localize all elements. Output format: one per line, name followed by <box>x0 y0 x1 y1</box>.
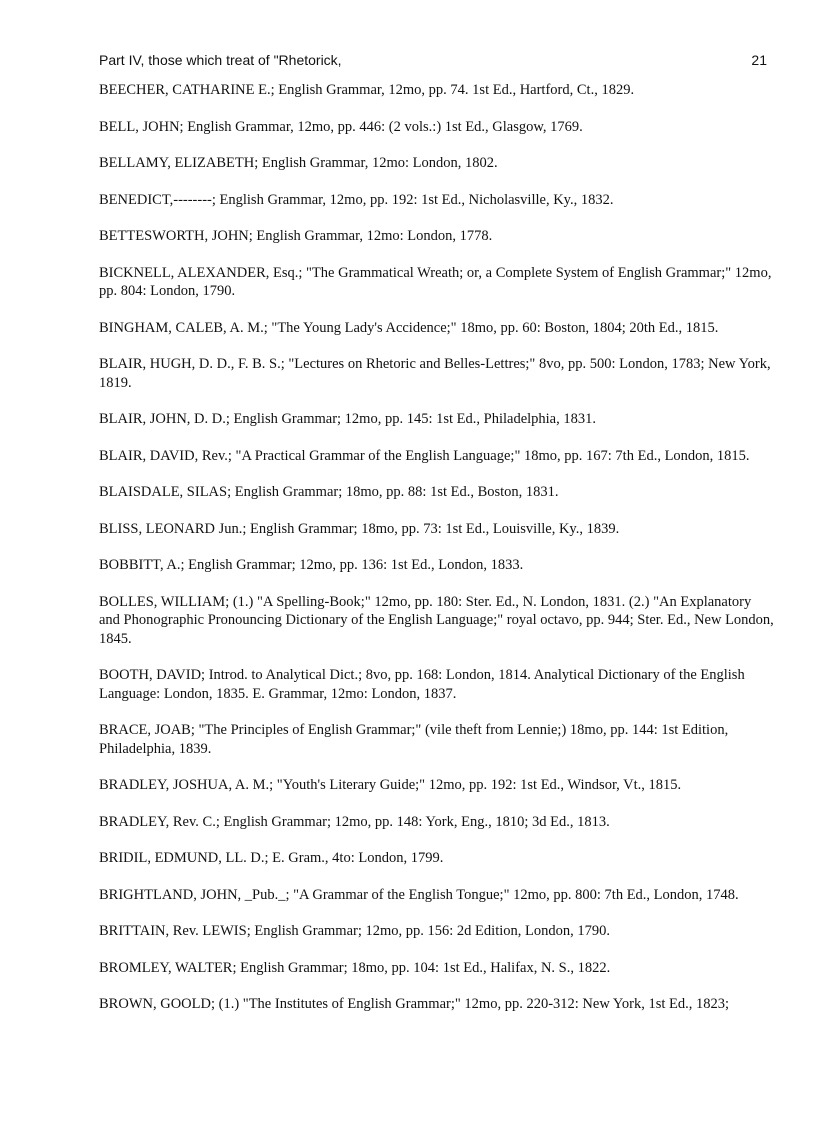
bibliography-entry: BOBBITT, A.; English Grammar; 12mo, pp. 136: 1st Ed., London, 1833. <box>99 557 524 573</box>
bibliography-entry: BROMLEY, WALTER; English Grammar; 18mo, pp. 104: 1st Ed., Halifax, N. S., 1822. <box>99 959 611 976</box>
bibliography-entry: BICKNELL, ALEXANDER, Esq.; "The Grammatical Wreath; or, a Complete System of English Grammar;" 12mo, pp. 804: London, 1790. <box>99 264 772 299</box>
bibliography-entry: BEECHER, CATHARINE E.; English Grammar, 12mo, pp. 74. 1st Ed., Hartford, Ct., 1829. <box>99 82 635 98</box>
bibliography-entry: BRIDIL, EDMUND, LL. D.; E. Gram., 4to: London, 1799. <box>99 850 444 866</box>
bibliography-entry: BINGHAM, CALEB, A. M.; "The Young Lady's Accidence;" 18mo, pp. 60: Boston, 1804; 20th Ed., 1815. <box>99 319 719 336</box>
running-title: Part IV, those which treat of "Rhetorick, <box>99 52 342 68</box>
bibliography-entry: BRITTAIN, Rev. LEWIS; English Grammar; 12mo, pp. 156: 2d Edition, London, 1790. <box>99 923 610 939</box>
bibliography-entry: BROWN, GOOLD; (1.) "The Institutes of English Grammar;" 12mo, pp. 220-312: New York, 1st Ed., 1823; <box>99 996 730 1012</box>
bibliography-entry: BLAIR, DAVID, Rev.; "A Practical Grammar of the English Language;" 18mo, pp. 167: 7th Ed., London, 1815. <box>99 447 750 464</box>
bibliography-entry: BLAIR, JOHN, D. D.; English Grammar; 12mo, pp. 145: 1st Ed., Philadelphia, 1831. <box>99 411 596 427</box>
bibliography-entry: BRACE, JOAB; "The Principles of English Grammar;" (vile theft from Lennie;) 18mo, pp. 144: 1st Edition, Philadelphia, 1839. <box>99 722 729 757</box>
page-number: 21 <box>751 52 767 68</box>
bibliography-entry: BELL, JOHN; English Grammar, 12mo, pp. 446: (2 vols.:) 1st Ed., Glasgow, 1769. <box>99 118 583 135</box>
bibliography-entry: BLAISDALE, SILAS; English Grammar; 18mo, pp. 88: 1st Ed., Boston, 1831. <box>99 484 559 500</box>
bibliography-entry: BLAIR, HUGH, D. D., F. B. S.; "Lectures on Rhetoric and Belles-Lettres;" 8vo, pp. 500: London, 1783; New York, 1819. <box>99 356 771 391</box>
bibliography-entry: BOLLES, WILLIAM; (1.) "A Spelling-Book;" 12mo, pp. 180: Ster. Ed., N. London, 1831. (2.) "An Explanatory and Phonographic Pronouncing Dictionary of the English Language;" royal octavo, pp. 944; Ster. Ed., New London, 1845. <box>99 593 774 647</box>
bibliography-entry: BOOTH, DAVID; Introd. to Analytical Dict.; 8vo, pp. 168: London, 1814. Analytical Dictionary of the English Language: London, 1835. E. Grammar, 12mo: London, 1837. <box>99 667 745 702</box>
bibliography-entry: BETTESWORTH, JOHN; English Grammar, 12mo: London, 1778. <box>99 228 493 244</box>
bibliography-entry: BELLAMY, ELIZABETH; English Grammar, 12mo: London, 1802. <box>99 155 498 171</box>
bibliography-list <box>99 81 774 1032</box>
bibliography-entry: BRIGHTLAND, JOHN, _Pub._; "A Grammar of the English Tongue;" 12mo, pp. 800: 7th Ed., London, 1748. <box>99 886 739 903</box>
bibliography-entry: BRADLEY, Rev. C.; English Grammar; 12mo, pp. 148: York, Eng., 1810; 3d Ed., 1813. <box>99 813 610 830</box>
bibliography-entry: BENEDICT,--------; English Grammar, 12mo, pp. 192: 1st Ed., Nicholasville, Ky., 1832. <box>99 191 614 208</box>
bibliography-entry: BLISS, LEONARD Jun.; English Grammar; 18mo, pp. 73: 1st Ed., Louisville, Ky., 1839. <box>99 520 620 537</box>
bibliography-entry: BRADLEY, JOSHUA, A. M.; "Youth's Literary Guide;" 12mo, pp. 192: 1st Ed., Windsor, Vt., 1815. <box>99 777 682 793</box>
